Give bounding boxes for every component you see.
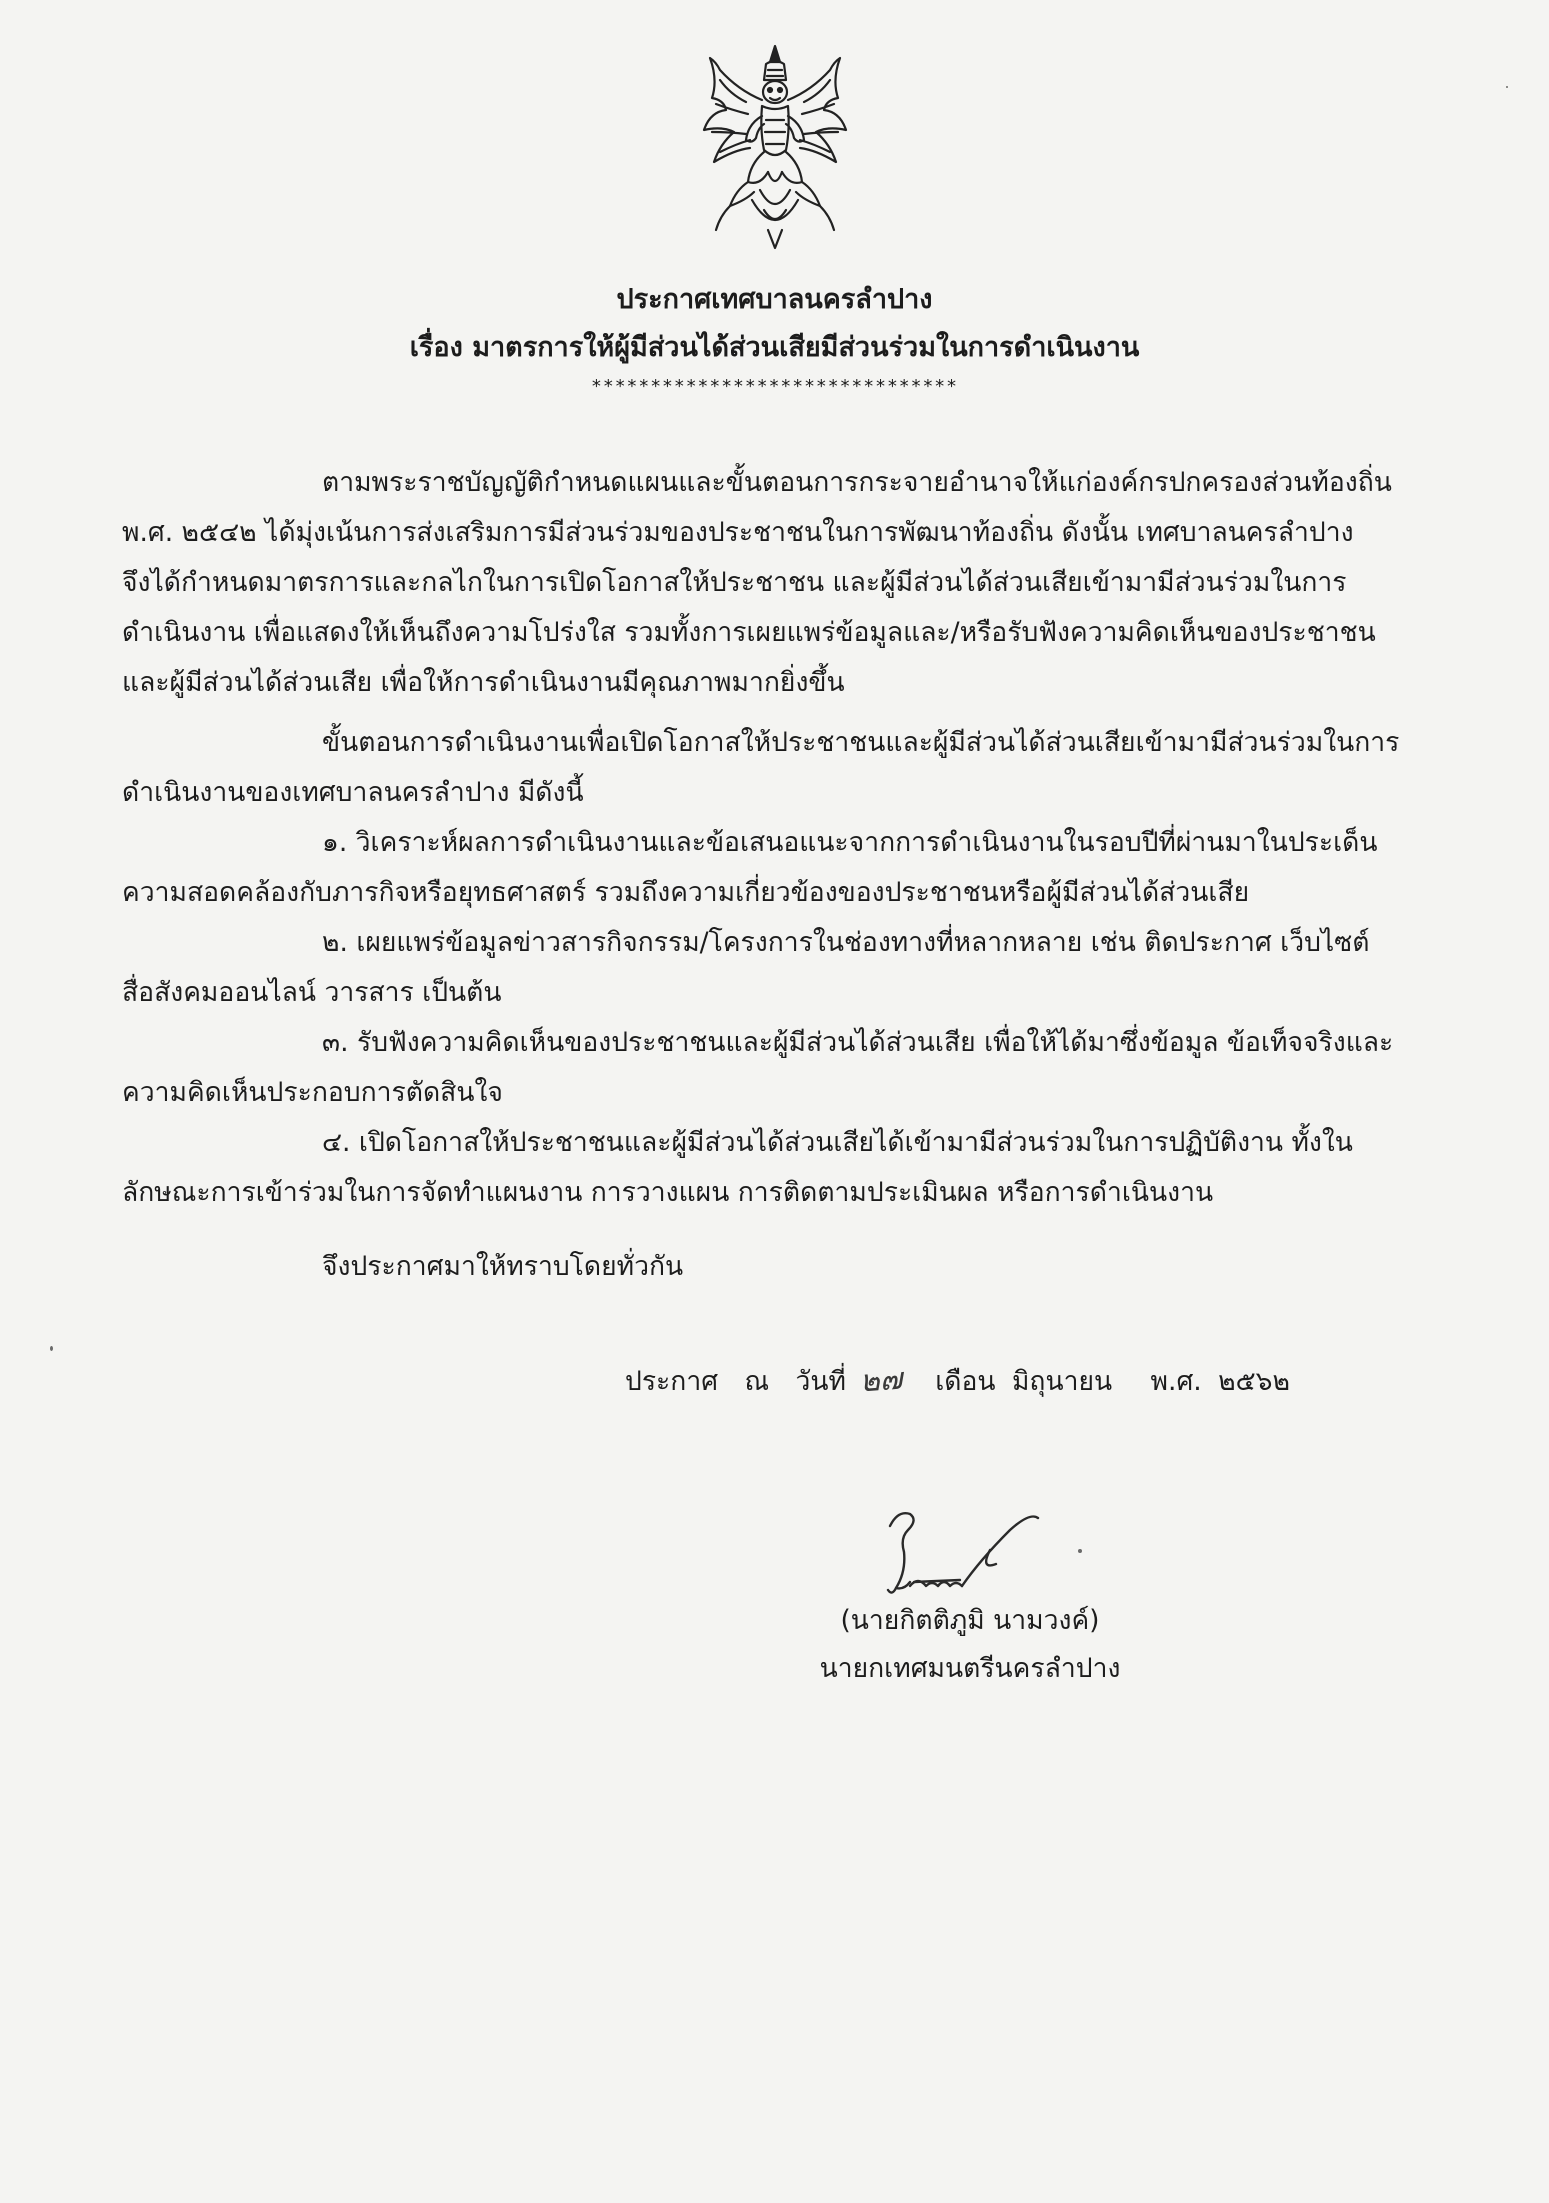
announcement-subject: เรื่อง มาตรการให้ผู้มีส่วนได้ส่วนเสียมีส่วนร่วมในการดำเนินงาน (409, 332, 1140, 363)
date-month-value: มิถุนายน (1011, 1366, 1113, 1397)
announcement-title: ประกาศเทศบาลนครลำปาง (616, 284, 933, 315)
date-day-label: วันที่ (795, 1366, 846, 1397)
steps-section (122, 718, 1420, 1218)
intro-line: ตามพระราชบัญญัติกำหนดแผนและขั้นตอนการกระจายอำนาจให้แก่องค์กรปกครองส่วนท้องถิ่น (322, 467, 1392, 498)
date-year-value: ๒๕๖๒ (1218, 1366, 1290, 1397)
intro-line: และผู้มีส่วนได้ส่วนเสีย เพื่อให้การดำเนินงานมีคุณภาพมากยิ่งขึ้น (122, 667, 845, 698)
scan-speck (1078, 1549, 1082, 1553)
closing-statement: จึงประกาศมาให้ทราบโดยทั่วกัน (322, 1251, 684, 1282)
step-3-line: ความคิดเห็นประกอบการตัดสินใจ (122, 1077, 503, 1108)
step-3-line: ๓. รับฟังความคิดเห็นของประชาชนและผู้มีส่วนได้ส่วนเสีย เพื่อให้ได้มาซึ่งข้อมูล ข้อเท็จจริงและ (322, 1027, 1394, 1058)
step-1-line: ความสอดคล้องกับภารกิจหรือยุทธศาสตร์ รวมถึงความเกี่ยวข้องของประชาชนหรือผู้มีส่วนได้ส่วนเสีย (122, 877, 1250, 908)
title-divider: ******************************* (591, 376, 958, 397)
step-2-line: สื่อสังคมออนไลน์ วารสาร เป็นต้น (122, 977, 502, 1008)
intro-line: ดำเนินงาน เพื่อแสดงให้เห็นถึงความโปร่งใส รวมทั้งการเผยแพร่ข้อมูลและ/หรือรับฟังความคิดเห็นของประชาชน (122, 617, 1376, 648)
scan-speck (1506, 86, 1508, 88)
date-day-value: ๒๗ (859, 1361, 904, 1400)
date-at: ณ (744, 1366, 770, 1397)
steps-intro-line: ดำเนินงานของเทศบาลนครลำปาง มีดังนี้ (122, 777, 584, 808)
signatory-name: (นายกิตติภูมิ นามวงค์) (840, 1605, 1100, 1636)
step-1-line: ๑. วิเคราะห์ผลการดำเนินงานและข้อเสนอแนะจากการดำเนินงานในรอบปีที่ผ่านมาในประเด็น (322, 827, 1378, 858)
step-4-line: ลักษณะการเข้าร่วมในการจัดทำแผนงาน การวางแผน การติดตามประเมินผล หรือการดำเนินงาน (122, 1177, 1214, 1208)
date-prefix: ประกาศ (625, 1366, 719, 1397)
date-month-label: เดือน (935, 1366, 996, 1397)
intro-line: พ.ศ. ๒๕๔๒ ได้มุ่งเน้นการส่งเสริมการมีส่วนร่วมของประชาชนในการพัฒนาท้องถิ่น ดังนั้น เทศบาลนครลำปาง (122, 517, 1354, 548)
step-4-line: ๔. เปิดโอกาสให้ประชาชนและผู้มีส่วนได้ส่วนเสียได้เข้ามามีส่วนร่วมในการปฏิบัติงาน ทั้งใน (322, 1127, 1353, 1158)
intro-paragraph (122, 458, 1420, 708)
intro-line: จึงได้กำหนดมาตรการและกลไกในการเปิดโอกาสให้ประชาชน และผู้มีส่วนได้ส่วนเสียเข้ามามีส่วนร่วมในการ (122, 567, 1347, 598)
scan-speck (50, 1346, 53, 1351)
signature-mark (870, 1490, 1100, 1610)
step-2-line: ๒. เผยแพร่ข้อมูลข่าวสารกิจกรรม/โครงการในช่องทางที่หลากหลาย เช่น ติดประกาศ เว็บไซต์ (322, 927, 1370, 958)
date-year-label: พ.ศ. (1150, 1366, 1202, 1397)
garuda-emblem-icon (690, 40, 860, 260)
signatory-position: นายกเทศมนตรีนครลำปาง (819, 1653, 1121, 1684)
announcement-date (625, 1356, 1290, 1407)
steps-intro-line: ขั้นตอนการดำเนินงานเพื่อเปิดโอกาสให้ประชาชนและผู้มีส่วนได้ส่วนเสียเข้ามามีส่วนร่วมในการ (322, 727, 1400, 758)
